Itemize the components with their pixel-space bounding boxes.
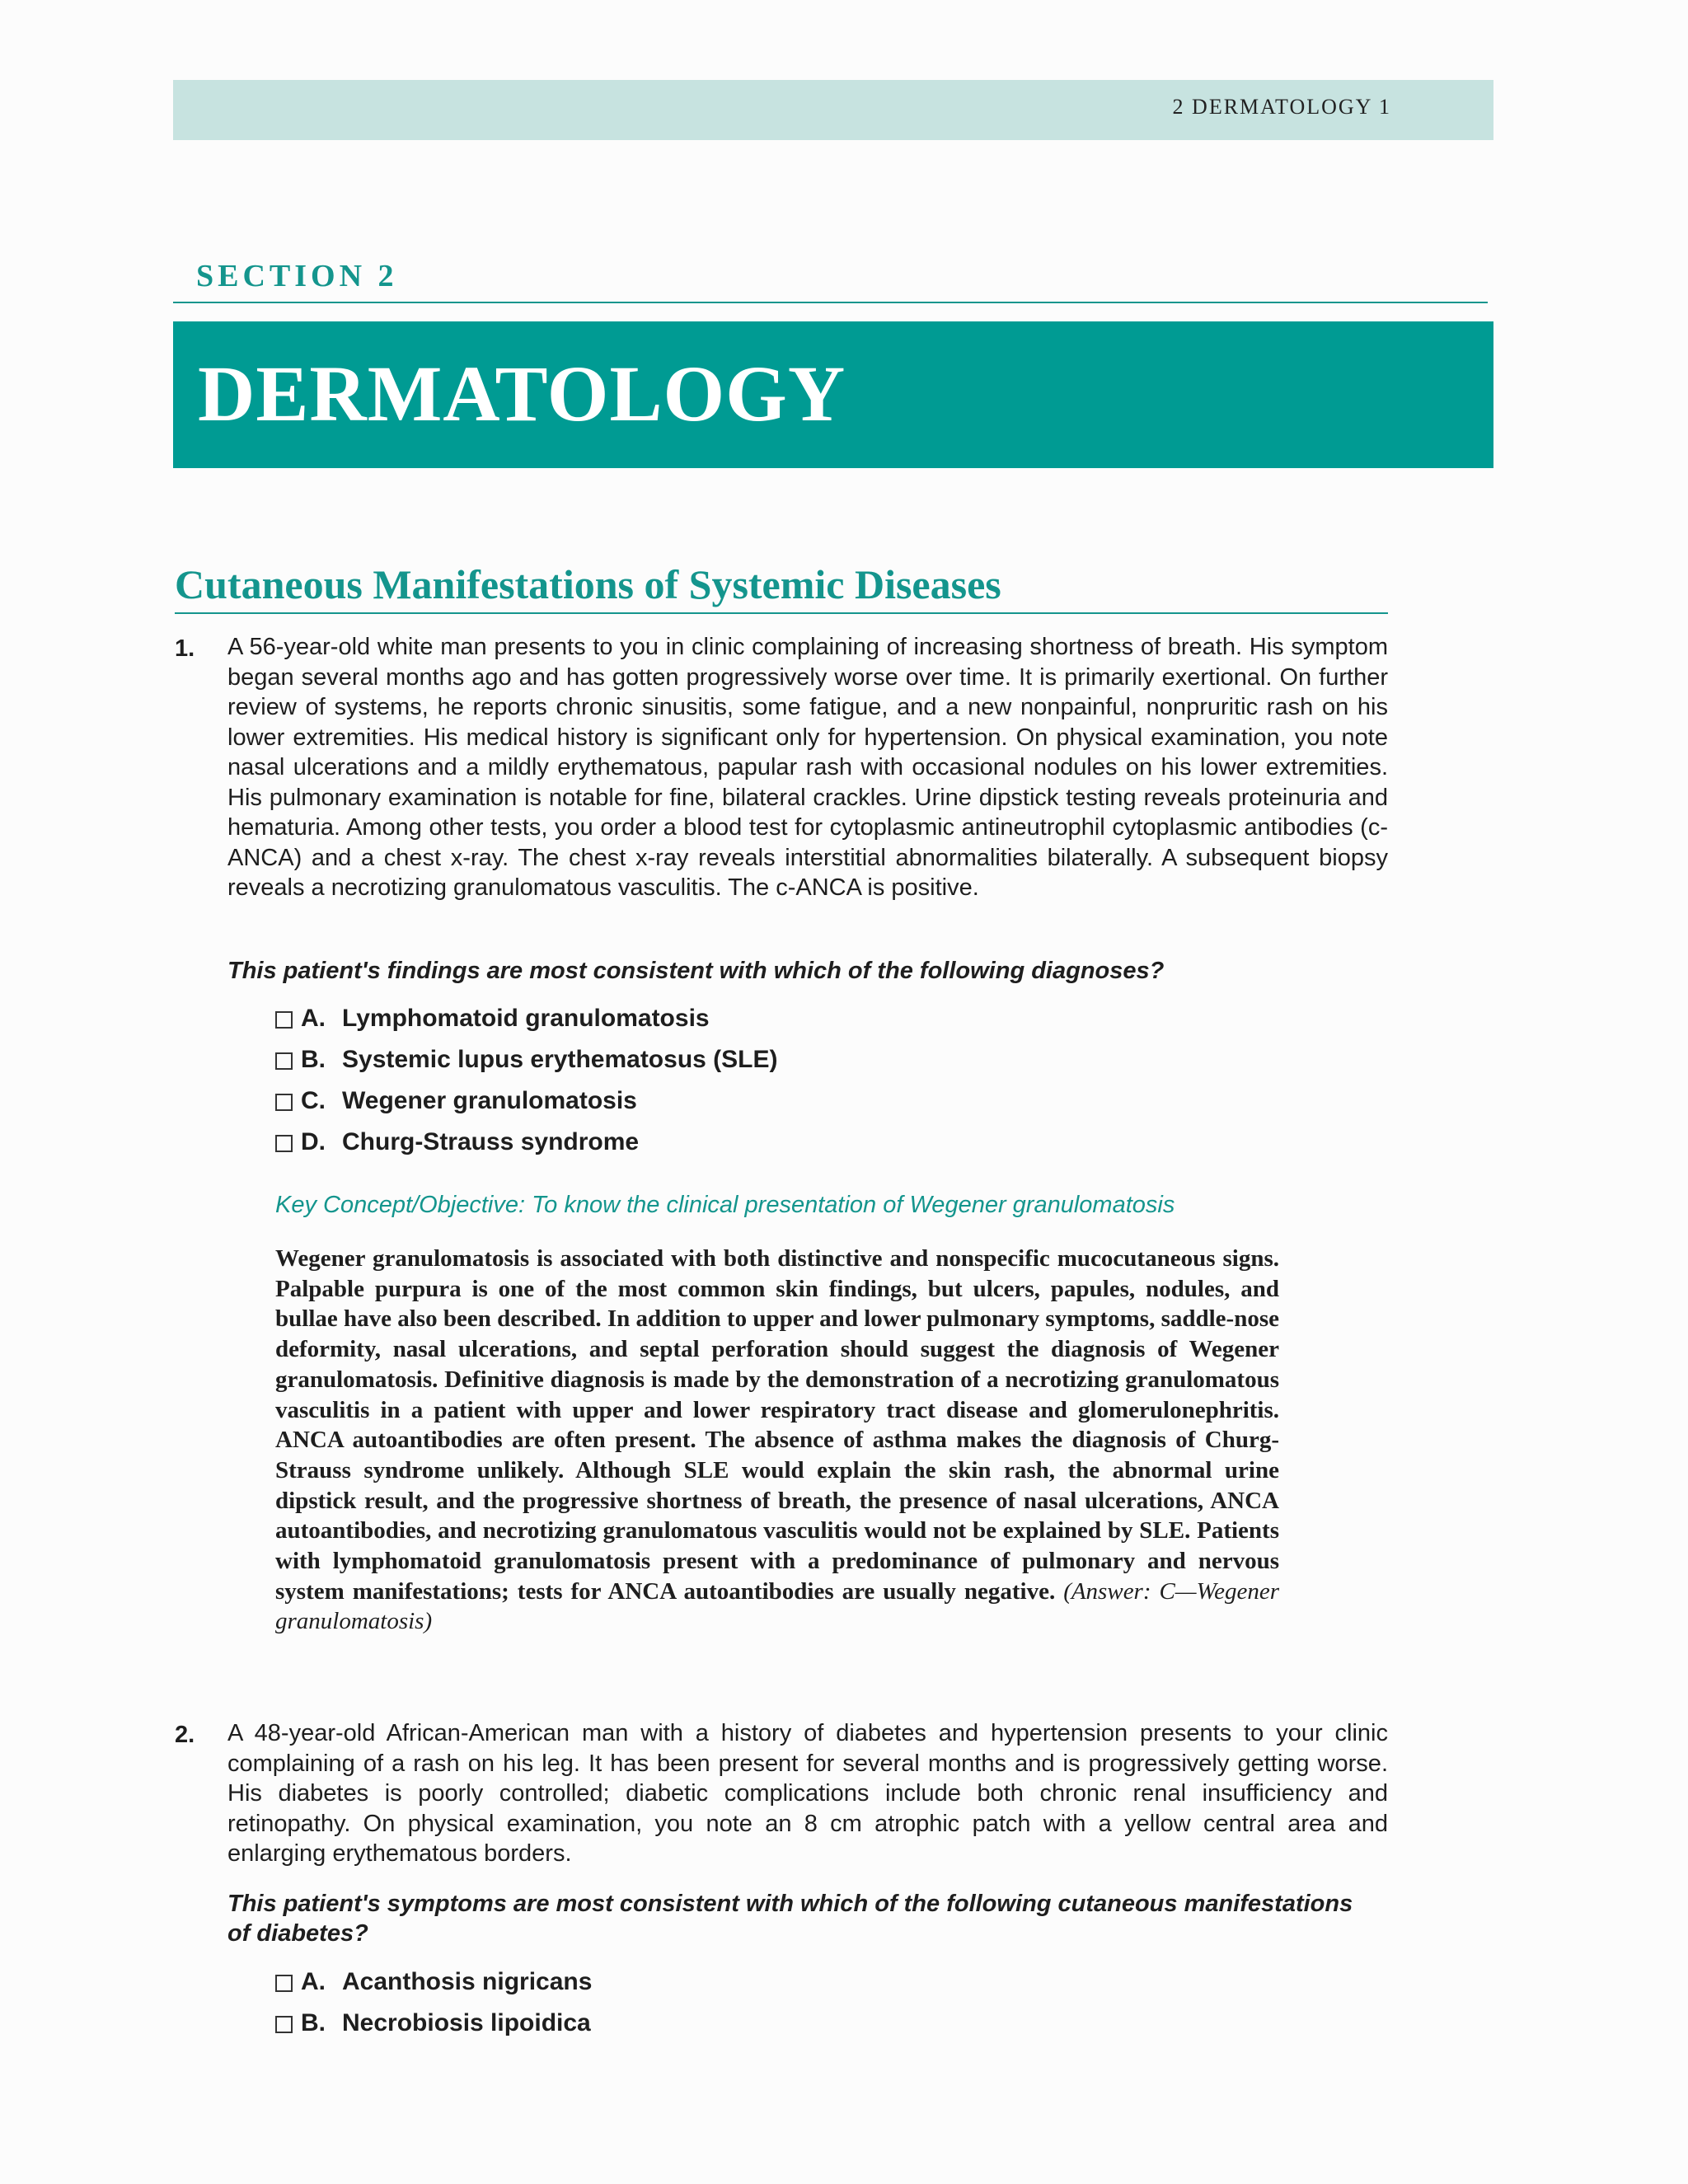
option-letter: C. — [301, 1087, 326, 1114]
option-text: Churg-Strauss syndrome — [342, 1128, 640, 1155]
answer-option[interactable] — [275, 1961, 592, 2003]
question-prompt: This patient's findings are most consistent with which of the following diagnoses? — [227, 958, 1165, 984]
key-concept: Key Concept/Objective: To know the clinical presentation of Wegener granulomatosis — [275, 1192, 1175, 1218]
explanation — [275, 1244, 1279, 1637]
checkbox-icon[interactable] — [275, 1052, 293, 1070]
question-stem: A 56-year-old white man presents to you in clinic complaining of increasing shortness of breath. His symptom began several months ago and has gotten progressively worse over time. It is primarily exertional. On further review of systems, he reports chronic sinusitis, some fatigue, and a new nonpainful, nonpruritic rash on his lower extremities. His medical history is significant only for hypertension. On physical examination, you note nasal ulcerations and a mildly erythematous, papular rash with occasional nodules on his lower extremities. His pulmonary examination is notable for fine, bilateral crackles. Urine dipstick testing reveals proteinuria and hematuria. Among other tests, you order a blood test for cytoplasmic antineutrophil cytoplasmic antibodies (c-ANCA) and a chest x-ray. The chest x-ray reveals interstitial abnormalities bilaterally. A subsequent biopsy reveals a necrotizing granulomatous vasculitis. The c-ANCA is positive. — [227, 634, 1388, 901]
answer-option[interactable] — [275, 998, 778, 1039]
answer-option[interactable] — [275, 1122, 778, 1163]
answer-option[interactable] — [275, 1080, 778, 1122]
question-prompt: This patient's symptoms are most consistent with which of the following cutaneous manifestations of diabetes? — [227, 1891, 1353, 1947]
answer-option[interactable] — [275, 1039, 778, 1080]
option-letter: A. — [301, 1005, 326, 1032]
section-divider — [173, 302, 1488, 303]
answer-options — [275, 998, 778, 1163]
running-head-text: 2 DERMATOLOGY 1 — [1172, 95, 1391, 119]
chapter-divider — [175, 612, 1388, 614]
question-stem: A 48-year-old African-American man with a history of diabetes and hypertension presents to your clinic complaining of a rash on his leg. It has been present for several months and is progressively getting worse. His diabetes is poorly controlled; diabetic complications include both chronic renal insufficiency and retinopathy. On physical examination, you note an 8 cm atrophic patch with a yellow central area and enlarging erythematous borders. — [227, 1720, 1388, 1867]
option-text: Wegener granulomatosis — [342, 1087, 637, 1114]
checkbox-icon[interactable] — [275, 2016, 293, 2033]
option-text: Necrobiosis lipoidica — [342, 2009, 591, 2036]
checkbox-icon[interactable] — [275, 1094, 293, 1111]
option-text: Lymphomatoid granulomatosis — [342, 1005, 710, 1032]
option-letter: B. — [301, 1046, 326, 1073]
question-number: 2. — [175, 1722, 195, 1748]
running-head — [173, 80, 1493, 140]
option-letter: D. — [301, 1128, 326, 1155]
answer-option[interactable] — [275, 2003, 592, 2044]
option-text: Acanthosis nigricans — [342, 1968, 593, 1995]
checkbox-icon[interactable] — [275, 1135, 293, 1152]
section-title: DERMATOLOGY — [198, 349, 846, 438]
option-letter: B. — [301, 2009, 326, 2036]
explanation-text: Wegener granulomatosis is associated with both distinctive and nonspecific mucocutaneous signs. Palpable purpura is one of the most common skin findings, but ulcers, papules, nodules, and bullae have also been described. In addition to upper and lower pulmonary symptoms, saddle-nose deformity, nasal ulcerations, and septal perforation should suggest the diagnosis of Wegener granulomatosis. Definitive diagnosis is made by the demonstration of a necrotizing granulomatous vasculitis in a patient with upper and lower respiratory tract disease and glomerulonephritis. ANCA autoantibodies are often present. The absence of asthma makes the diagnosis of Churg-Strauss syndrome unlikely. Although SLE would explain the skin rash, the abnormal urine dipstick result, and the progressive shortness of breath, the presence of nasal ulcerations, ANCA autoantibodies, and necrotizing granulomatous vasculitis would not be explained by SLE. Patients with lymphomatoid granulomatosis present with a predominance of pulmonary and nervous system manifestations; tests for ANCA autoantibodies are usually negative. — [275, 1245, 1279, 1605]
question-number: 1. — [175, 635, 195, 662]
section-title-band — [173, 321, 1493, 468]
answer-options — [275, 1961, 592, 2044]
option-text: Systemic lupus erythematosus (SLE) — [342, 1046, 778, 1073]
checkbox-icon[interactable] — [275, 1975, 293, 1992]
checkbox-icon[interactable] — [275, 1011, 293, 1029]
section-label: SECTION 2 — [196, 259, 398, 293]
option-letter: A. — [301, 1968, 326, 1995]
chapter-heading: Cutaneous Manifestations of Systemic Diseases — [175, 561, 1001, 607]
answer-key: (Answer: C—Wegener granulomatosis) — [275, 1577, 1279, 1635]
